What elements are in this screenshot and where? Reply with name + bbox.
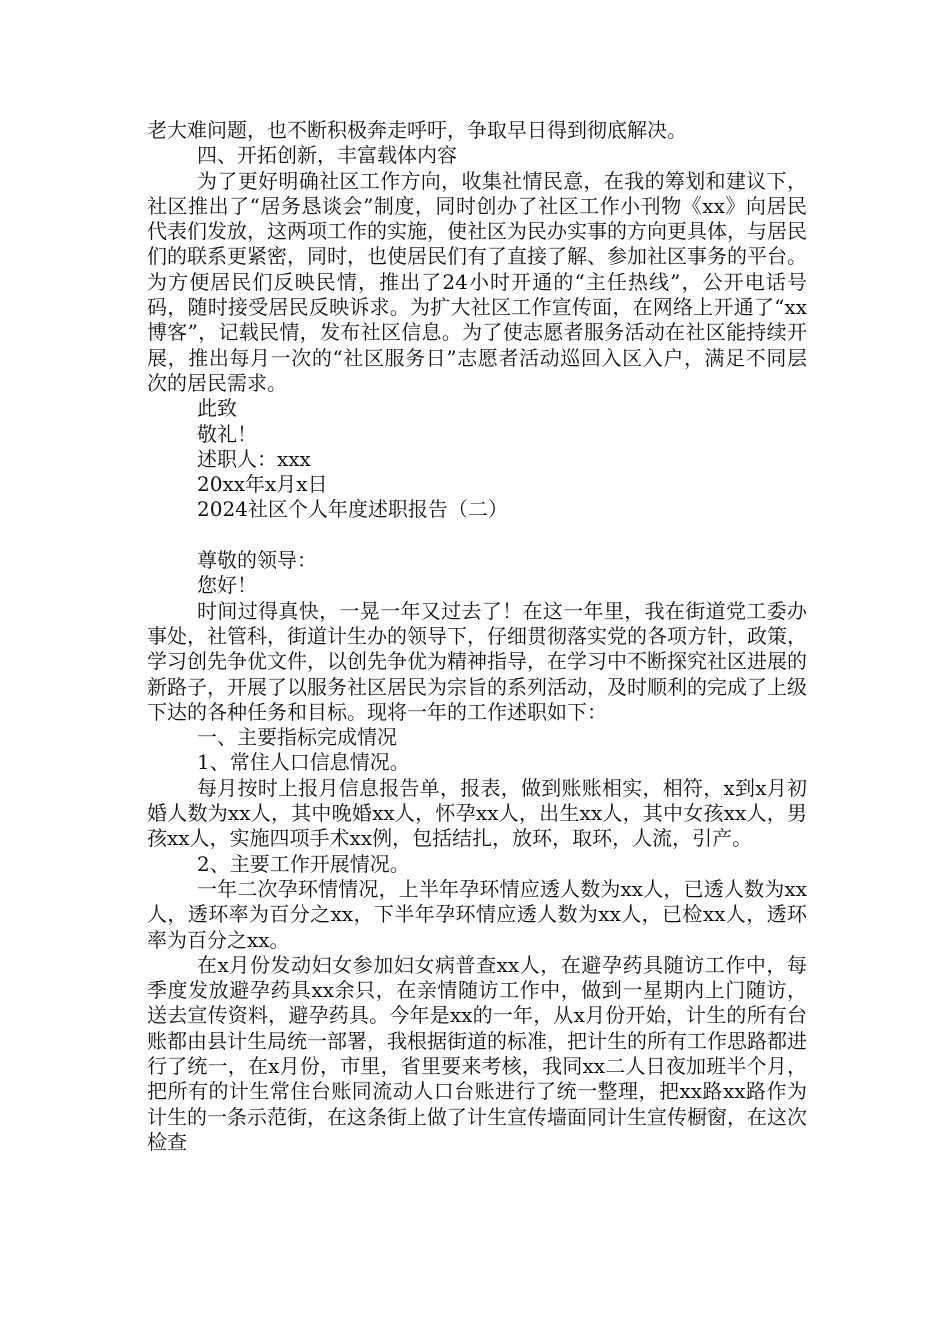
section-heading-innovation: 四、开拓创新，丰富载体内容 [197,143,457,168]
paragraph-innovation-body: 为了更好明确社区工作方向，收集社情民意，在我的筹划和建议下，社区推出了“居务恳谈会”制度，同时创办了社区工作小刊物《xx》向居民代表们发放，这两项工作的实施，使社区为民办实事的方向更具体，与居民们的联系更紧密，同时，也使居民们有了直接了解、参加社区事务的平台。为方便居民们反映民情，推出了24小时开通的“主任热线”，公开电话号码，随时接受居民反映诉求。为扩大社区工作宣传面，在网络上开通了“xx博客”，记载民情，发布社区信息。为了使志愿者服务活动在社区能持续开展，推出每月一次的“社区服务日”志愿者活动巡回入区入户，满足不同层次的居民需求。 [147,168,807,395]
paragraph-pregnancy-check: 一年二次孕环情情况，上半年孕环情应透人数为xx人，已透人数为xx人，透环率为百分之xx，下半年孕环情应透人数为xx人，已检xx人，透环率为百分之xx。 [147,876,807,952]
reporter-name: 述职人：xxx [197,446,311,471]
greeting-leaders: 尊敬的领导： [197,548,317,573]
paragraph-population: 每月按时上报月信息报告单，报表，做到账账相实，相符，x到x月初婚人数为xx人，其中晚婚xx人，怀孕xx人，出生xx人，其中女孩xx人，男孩xx人，实施四项手术xx例，包括结扎，放环，取环，人流，引产。 [147,775,807,851]
section-heading-indicators: 一、主要指标完成情况 [197,725,397,750]
report-date: 20xx年x月x日 [197,472,328,497]
paragraph-introduction: 时间过得真快，一晃一年又过去了！在这一年里，我在街道党工委办事处，社管科，街道计生办的领导下，仔细贯彻落实党的各项方针，政策，学习创先争优文件，以创先争优为精神指导，在学习中不断探究社区进展的新路子，开展了以服务社区居民为宗旨的系列活动，及时顺利的完成了上级下达的各种任务和目标。现将一年的工作述职如下： [147,598,807,724]
report-title-two: 2024社区个人年度述职报告（二） [197,497,508,522]
paragraph-work-details: 在x月份发动妇女参加妇女病普查xx人，在避孕药具随访工作中，每季度发放避孕药具xx余只，在亲情随访工作中，做到一星期内上门随访，送去宣传资料，避孕药具。今年是xx的一年，从x月份开始，计生的所有台账都由县计生局统一部署，我根据街道的标准，把计生的所有工作思路都进行了统一，在x月份，市里，省里要来考核，我同xx二人日夜加班半个月，把所有的计生常住台账同流动人口台账进行了统一整理，把xx路xx路作为计生的一条示范街，在这条街上做了计生宣传墙面同计生宣传橱窗，在这次检查 [147,952,807,1154]
document-body [147,118,807,1155]
paragraph-continuation: 老大难问题，也不断积极奔走呼吁，争取早日得到彻底解决。 [147,118,687,142]
blank-line [147,523,807,548]
subheading-population: 1、常住人口信息情况。 [197,750,410,775]
subheading-work: 2、主要工作开展情况。 [197,851,410,876]
greeting-hello: 您好！ [197,573,257,598]
closing-regards: 敬礼！ [197,421,257,446]
closing-salutation: 此致 [197,396,237,421]
